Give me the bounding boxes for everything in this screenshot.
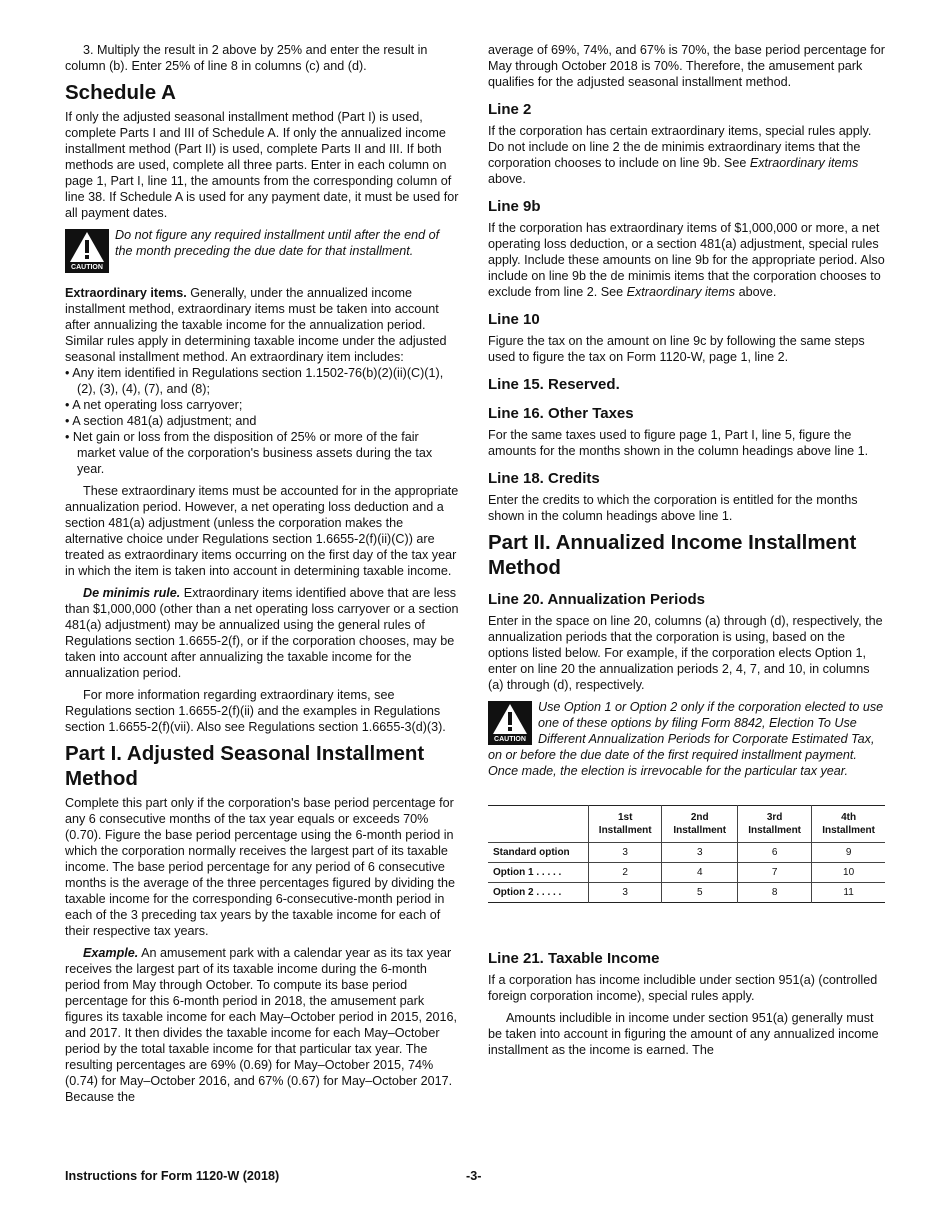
paragraph bbox=[488, 42, 886, 90]
column-header-text: 2nd Installment bbox=[673, 812, 727, 836]
table-row bbox=[488, 883, 885, 903]
caution-label: CAUTION bbox=[494, 736, 526, 743]
bullet-text: A section 481(a) adjustment; and bbox=[72, 414, 257, 428]
emphasis-text: De minimis rule. bbox=[83, 586, 181, 600]
text-run: Complete this part only if the corporation's base period percentage for any 6 consecutive months of the tax year equals or exceeds 70% (0.70). Figure the base period percentage using the 6-month period in which the corporation normally receives the largest part of its taxable income. The base period percentage for any period of 6 consecutive months is the average of the three percentages figured by dividing the taxable income for the corresponding 6-consecutive-month period in each of the 3 preceding tax years by the taxable income for each of their respective tax years. bbox=[65, 796, 455, 938]
paragraph bbox=[65, 795, 460, 939]
paragraph bbox=[488, 1010, 886, 1058]
section-heading: Part II. Annualized Income Installment Method bbox=[488, 531, 857, 579]
table-cell: 10 bbox=[812, 863, 885, 883]
paragraph bbox=[488, 613, 886, 693]
subsection-heading: Line 20. Annualization Periods bbox=[488, 591, 705, 608]
table-cell: 3 bbox=[589, 843, 662, 863]
column-header bbox=[738, 806, 812, 843]
text-run: Extraordinary items identified above that are less than $1,000,000 (other than a net operating loss carryover or a section 481(a) adjustment) may be annualized using the general rules of Regulations section 1.6655-2(f), or if the corporation chooses, may be taken into account after annualizing the taxable income for the annualization period. bbox=[65, 586, 459, 680]
table-cell: 8 bbox=[738, 883, 812, 903]
text-run: If the corporation has extraordinary items of $1,000,000 or more, a net operating loss deduction, or a section 481(a) adjustment, special rules apply. Include these amounts on line 9b for the appropriate period. Also include on line 9b the de minimis items that the corporation chooses to exclude from line 2. See bbox=[488, 221, 885, 299]
bullet-text: Net gain or loss from the disposition of 25% or more of the fair market value of the corporation's business assets during the tax year. bbox=[72, 430, 433, 476]
caution-note bbox=[488, 699, 886, 779]
subsection-heading: Line 10 bbox=[488, 311, 540, 328]
bullet-text: A net operating loss carryover; bbox=[72, 398, 243, 412]
caution-text: Use Option 1 or Option 2 only if the corporation elected to use one of these options by filing Form 8842, Election To Use Different Annualization Periods for Corporate Estimated Tax, on or before the due date of the first required installment payment. Once made, the election is irrevocable for the particular tax year. bbox=[488, 700, 884, 778]
bullet-marker: • bbox=[65, 430, 73, 444]
caution-label: CAUTION bbox=[71, 264, 103, 271]
row-label: Option 2 . . . . . bbox=[488, 883, 589, 903]
emphasis-text: Example. bbox=[83, 946, 139, 960]
paragraph bbox=[65, 42, 460, 74]
column-header bbox=[662, 806, 738, 843]
caution-text: Do not figure any required installment until after the end of the month preceding the due date for that installment. bbox=[115, 228, 440, 258]
paragraph bbox=[488, 333, 886, 365]
paragraph bbox=[65, 687, 460, 735]
subsection-heading: Line 9b bbox=[488, 198, 541, 215]
text-run: An amusement park with a calendar year as its tax year receives the largest part of its taxable income during the 6-month period from May through October. To compute its base period percentage for this 6-month period in 2018, the amusement park figures its taxable income for each May–October period in 2015, 2016, and 2017. It then divides the taxable income for each May–October period by the total taxable income for that particular tax year. The resulting percentages are 69% (0.69) for May–October 2015, 74% (0.74) for May–October 2016, and 67% (0.67) for May–October 2017. Because the bbox=[65, 946, 458, 1104]
emphasis-text: Extraordinary items bbox=[626, 285, 736, 299]
table-cell: 6 bbox=[738, 843, 812, 863]
subsection-heading: Line 18. Credits bbox=[488, 470, 600, 487]
table-row bbox=[488, 863, 885, 883]
table-cell: 5 bbox=[662, 883, 738, 903]
column-header-text: 4th Installment bbox=[822, 812, 875, 836]
subsection-heading: Line 21. Taxable Income bbox=[488, 950, 660, 967]
text-run: Enter in the space on line 20, columns (a) through (d), respectively, the annualization periods that the corporation is using, based on the options listed below. For example, if the corporation elects Option 1, enter on line 20 the annualization periods 2, 4, 7, and 10, in columns (a) through (d), respectively. bbox=[488, 614, 883, 692]
bullet-item bbox=[65, 397, 460, 413]
paragraph bbox=[488, 220, 886, 300]
text-run: If only the adjusted seasonal installment method (Part I) is used, complete Parts I and III of Schedule A. If only the annualized income installment method (Part II) is used, complete Parts II and III. If both methods are used, complete all three parts. Enter in each column on page 1, Part I, line 11, the amounts from the corresponding column of line 38. If Schedule A is used for any payment date, it must be used for all payment dates. bbox=[65, 110, 459, 220]
table-cell: 3 bbox=[662, 843, 738, 863]
text-run: above. bbox=[735, 285, 777, 299]
column-header-text: 1st Installment bbox=[598, 812, 652, 836]
right-column bbox=[488, 42, 886, 1064]
caution-note bbox=[65, 227, 460, 275]
table-cell: 2 bbox=[589, 863, 662, 883]
annualization-periods-table bbox=[488, 805, 885, 903]
table-cell: 11 bbox=[843, 887, 854, 898]
paragraph bbox=[488, 972, 886, 1004]
text-run: If the corporation has certain extraordinary items, special rules apply. Do not include on line 2 the de minimis extraordinary items that the corporation chooses to include on line 9b. See bbox=[488, 124, 872, 170]
table-cell: 7 bbox=[738, 863, 812, 883]
text-run: These extraordinary items must be accounted for in the appropriate annualization period. However, a net operating loss deduction and a section 481(a) adjustment (unless the corporation makes the alternative choice under Regulations section 1.6655-2(f)(ii)(C)) are treated as extraordinary items occurring on the first day of the tax year in which the item is taken into account in determining taxable income. bbox=[65, 484, 459, 578]
text-run: Enter the credits to which the corporation is entitled for the months shown in the column headings above line 1. bbox=[488, 493, 858, 523]
text-run: Figure the tax on the amount on line 9c by following the same steps used to figure the tax on Form 1120-W, page 1, line 2. bbox=[488, 334, 865, 364]
emphasis-text: Extraordinary items bbox=[749, 156, 859, 170]
caution-icon bbox=[488, 701, 532, 745]
footer-title: Instructions for Form 1120-W (2018) bbox=[65, 1169, 280, 1183]
left-column bbox=[65, 42, 460, 1111]
bullet-item bbox=[65, 413, 460, 429]
bullet-marker: • bbox=[65, 398, 73, 412]
table-cell: 3 bbox=[589, 883, 662, 903]
column-header bbox=[488, 806, 589, 843]
column-header-text: 3rd Installment bbox=[748, 812, 802, 836]
row-label: Option 1 . . . . . bbox=[488, 863, 589, 883]
text-run: For more information regarding extraordinary items, see Regulations section 1.6655-2(f)(ii) and the examples in Regulations section 1.6655-2(f)(vii). Also see Regulations section 1.6655-3(d)(3). bbox=[65, 688, 446, 734]
bullet-item bbox=[65, 365, 460, 397]
paragraph bbox=[65, 285, 460, 365]
paragraph bbox=[488, 123, 886, 187]
caution-icon bbox=[65, 229, 109, 273]
bullet-marker: • bbox=[65, 366, 73, 380]
paragraph bbox=[65, 483, 460, 579]
table-header-row bbox=[488, 806, 885, 843]
text-run: If a corporation has income includible under section 951(a) (controlled foreign corporation income), special rules apply. bbox=[488, 973, 878, 1003]
paragraph bbox=[65, 109, 460, 221]
column-header bbox=[589, 806, 662, 843]
table-cell: 9 bbox=[812, 843, 885, 863]
row-label: Standard option bbox=[488, 843, 589, 863]
page-number: -3- bbox=[466, 1169, 482, 1183]
bullet-marker: • bbox=[65, 414, 73, 428]
text-run: above. bbox=[488, 172, 526, 186]
paragraph bbox=[488, 427, 886, 459]
text-run: average of 69%, 74%, and 67% is 70%, the base period percentage for May through October 2018 is 70%. Therefore, the amusement park qualifies for the adjusted seasonal installment method. bbox=[488, 43, 885, 89]
subsection-heading: Line 2 bbox=[488, 101, 532, 118]
section-heading: Schedule A bbox=[65, 81, 176, 104]
emphasis-text: Extraordinary items. bbox=[65, 286, 187, 300]
section-heading: Part I. Adjusted Seasonal Installment Method bbox=[65, 742, 425, 790]
table-cell: 4 bbox=[662, 863, 738, 883]
text-run: Generally, under the annualized income installment method, extraordinary items must be taken into account after annualizing the taxable income for the annualization period. Similar rules apply in determining taxable income under the adjusted seasonal installment method. An extraordinary item includes: bbox=[65, 286, 447, 364]
text-run: 3. Multiply the result in 2 above by 25% and enter the result in column (b). Enter 25% of line 8 in columns (c) and (d). bbox=[65, 43, 428, 73]
text-run: Amounts includible in income under section 951(a) generally must be taken into account in figuring the amount of any annualized income installment as the income is earned. The bbox=[488, 1011, 879, 1057]
paragraph bbox=[65, 585, 460, 681]
table-row bbox=[488, 843, 885, 863]
text-run: For the same taxes used to figure page 1, Part I, line 5, figure the amounts for the months shown in the column headings above line 1. bbox=[488, 428, 869, 458]
paragraph bbox=[488, 492, 886, 524]
column-header bbox=[812, 806, 885, 843]
bullet-item bbox=[65, 429, 460, 477]
paragraph bbox=[65, 945, 460, 1105]
subsection-heading: Line 16. Other Taxes bbox=[488, 405, 634, 422]
bullet-text: Any item identified in Regulations section 1.1502-76(b)(2)(ii)(C)(1), (2), (3), (4), (7), and (8); bbox=[72, 366, 444, 396]
subsection-heading: Line 15. Reserved. bbox=[488, 376, 620, 393]
